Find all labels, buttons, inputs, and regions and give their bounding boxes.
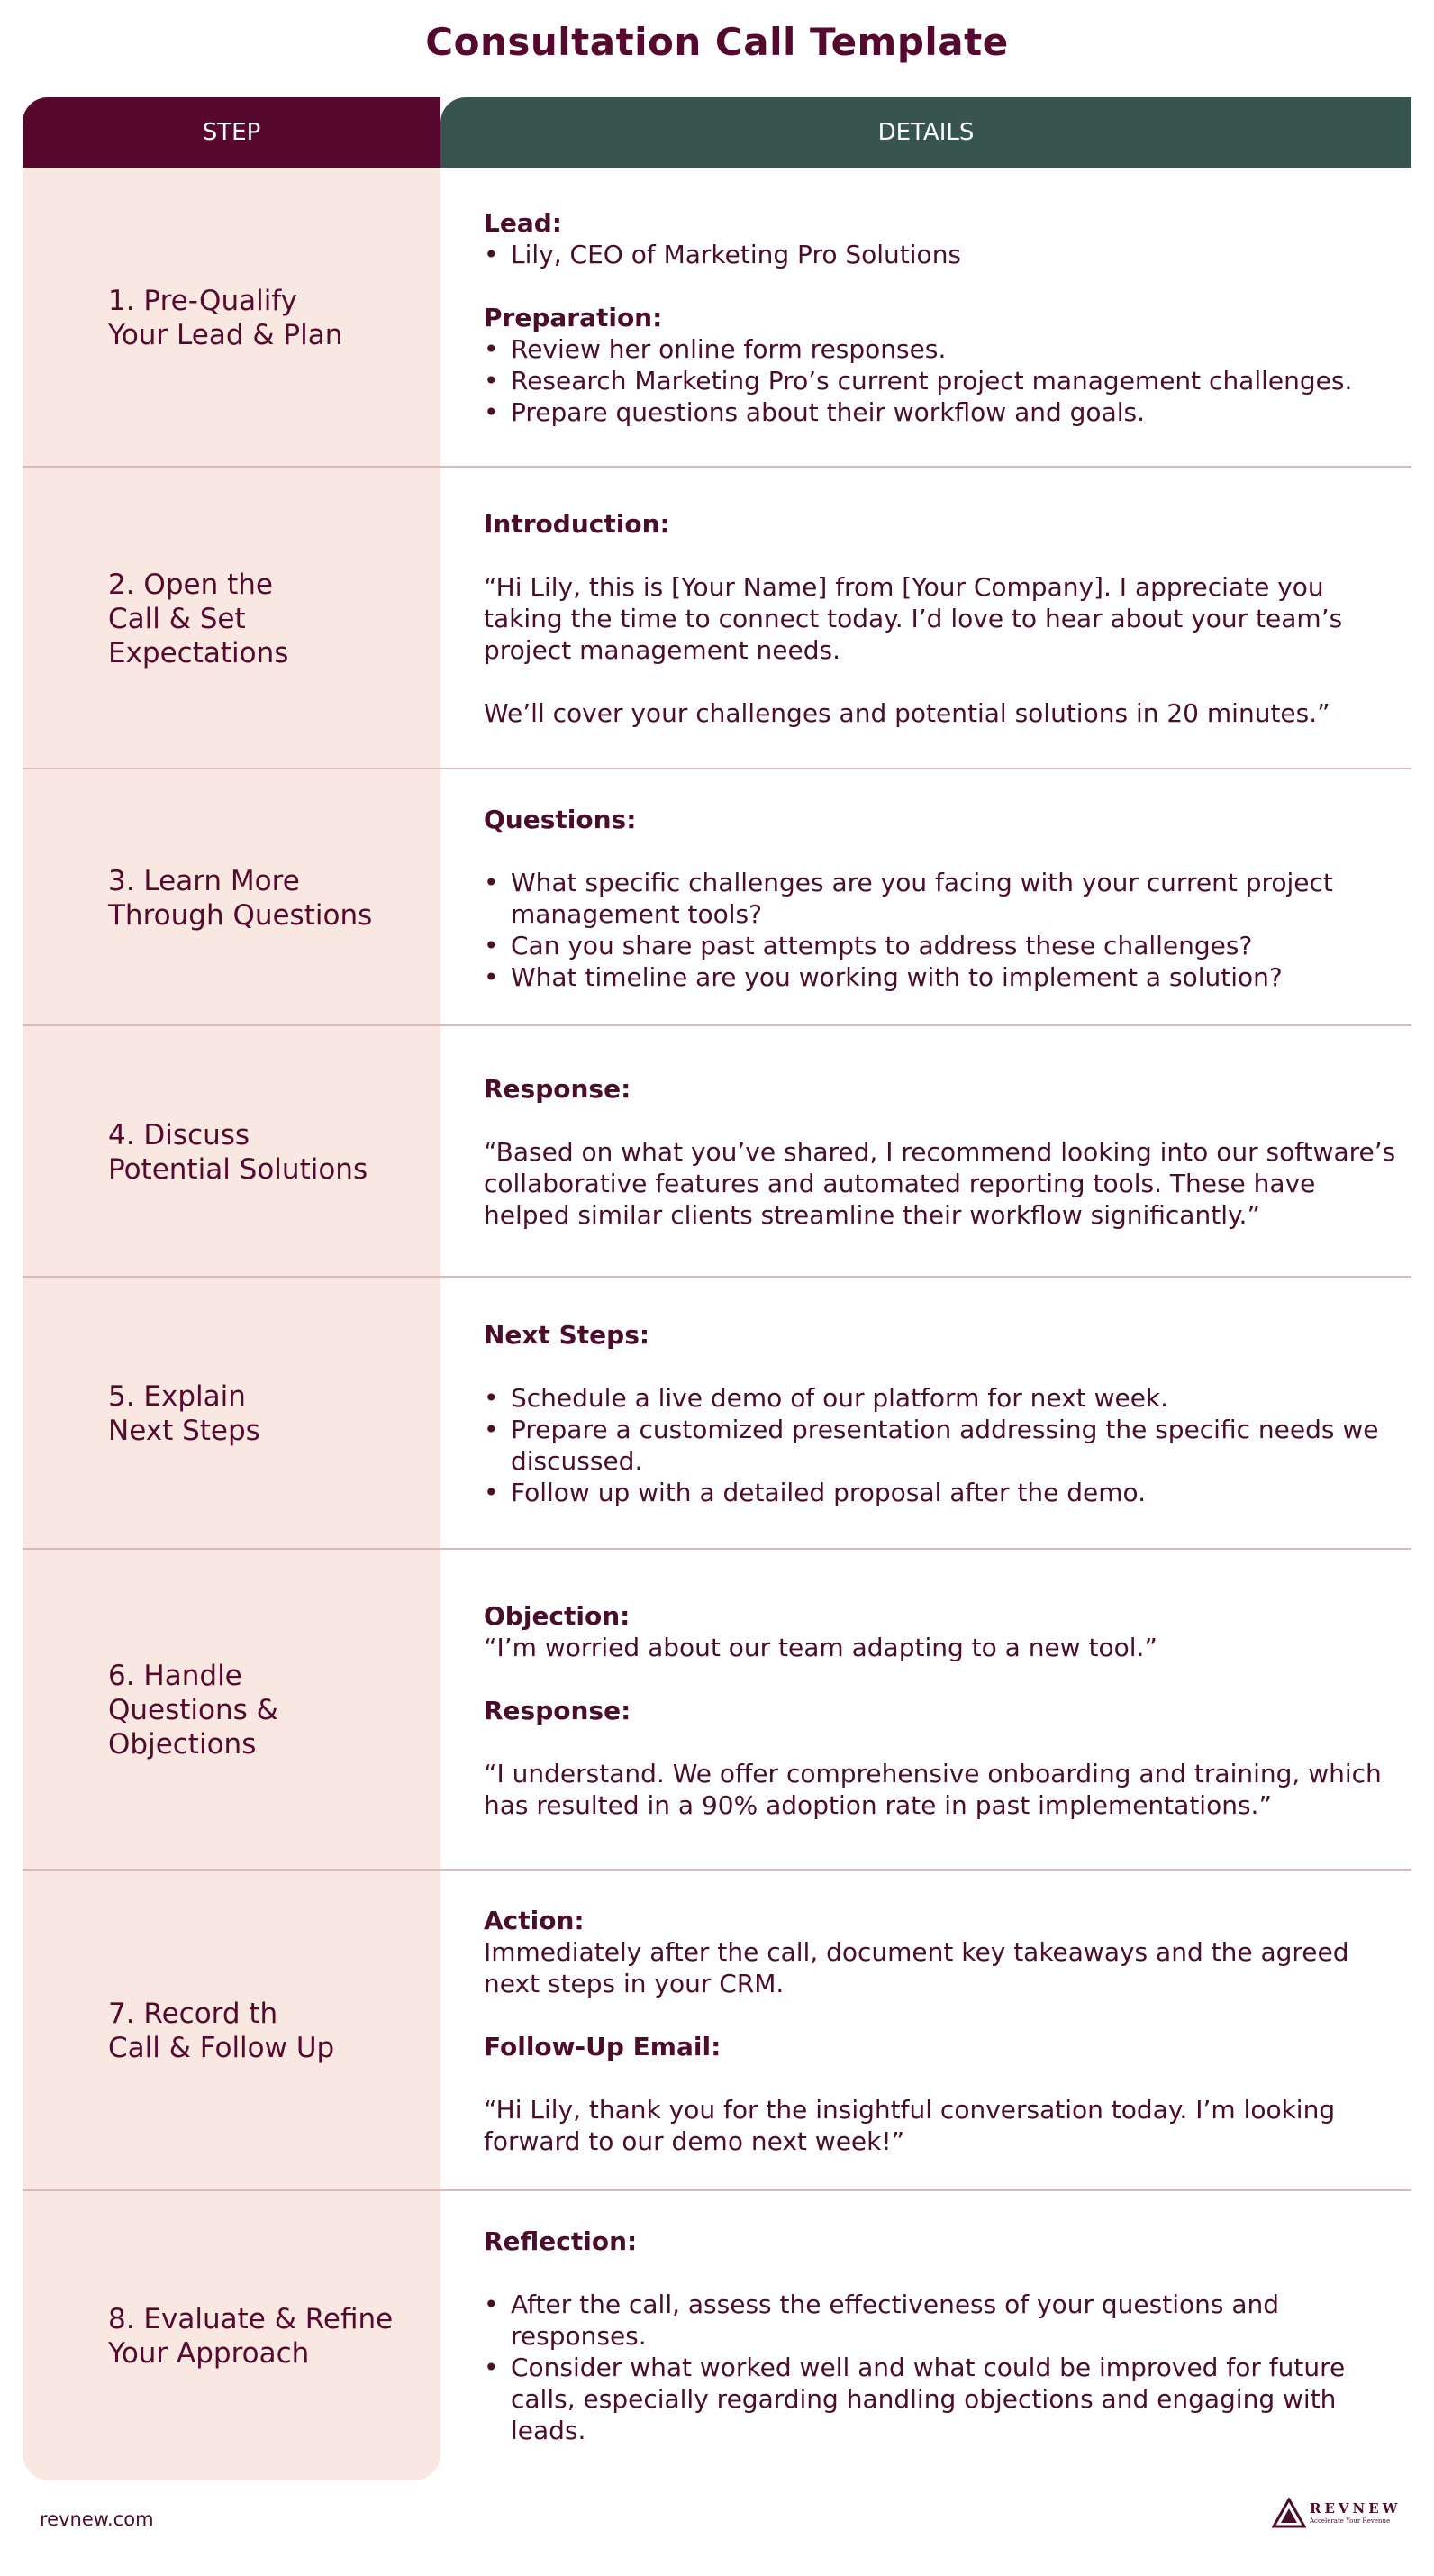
bullet-item: • Research Marketing Pro’s current project management challenges. [484, 365, 1402, 396]
section-heading: Lead: [484, 208, 562, 238]
bullet-item: • What specific challenges are you facing with your current project management tools? [484, 867, 1402, 930]
bullet-item: • After the call, assess the effectiveness of your questions and responses. [484, 2289, 1402, 2352]
section-heading: Questions: [484, 804, 637, 834]
paragraph: “Hi Lily, thank you for the insightful conversation today. I’m looking forward to our demo next week!” [484, 2095, 1336, 2156]
bullet-item: • Prepare questions about their workflow and goals. [484, 396, 1402, 428]
section-heading: Introduction: [484, 509, 670, 539]
table-row [23, 1871, 1411, 2191]
table-row [23, 468, 1411, 769]
section-heading: Response: [484, 1074, 631, 1104]
section-heading: Objection: [484, 1600, 631, 1631]
spacer [484, 1105, 1402, 1136]
bullet-item: • Schedule a live demo of our platform for next week. [484, 1382, 1402, 1414]
step-column-header [23, 97, 440, 168]
table-row [23, 1550, 1411, 1871]
step-details [484, 1073, 1402, 1231]
spacer [484, 270, 1402, 302]
step-label: 1. Pre-Qualify Your Lead & Plan [108, 284, 343, 351]
section-heading: Next Steps: [484, 1320, 650, 1350]
step-label: 5. Explain Next Steps [108, 1380, 260, 1447]
spacer [484, 1663, 1402, 1695]
bullet-item: • Lily, CEO of Marketing Pro Solutions [484, 239, 1402, 270]
step-label: 3. Learn More Through Questions [108, 864, 373, 932]
revnew-logo [1272, 2498, 1402, 2535]
spacer [484, 835, 1402, 867]
page-title: Consultation Call Template [425, 20, 1009, 64]
paragraph: We’ll cover your challenges and potential solutions in 20 minutes.” [484, 698, 1330, 728]
bullet-item: • Review her online form responses. [484, 333, 1402, 365]
table-row [23, 2191, 1411, 2480]
logo-mountain-icon [1272, 2498, 1306, 2528]
bullet-item: • What timeline are you working with to implement a solution? [484, 961, 1402, 993]
table-row [23, 1026, 1411, 1278]
paragraph: “Hi Lily, this is [Your Name] from [Your Company]. I appreciate you taking the time to connect today. I’d love to hear about your team’s project management needs. [484, 572, 1343, 665]
section-heading: Action: [484, 1906, 585, 1935]
logo-name: REVNEW [1310, 2500, 1402, 2517]
footer-website[interactable]: revnew.com [40, 2508, 154, 2530]
step-label: 8. Evaluate & Refine Your Approach [108, 2302, 394, 2370]
bullet-item: • Prepare a customized presentation addressing the specific needs we discussed. [484, 1414, 1402, 1477]
section-heading: Reflection: [484, 2226, 638, 2256]
step-label: 6. Handle Questions & Objections [108, 1660, 278, 1761]
section-heading: Response: [484, 1695, 631, 1725]
step-details [484, 804, 1402, 993]
details-column-header [440, 97, 1411, 168]
logo-tagline: Accelerate Your Revenue [1310, 2517, 1391, 2525]
paragraph: “I’m worried about our team adapting to a new tool.” [484, 1632, 1157, 1662]
section-heading: Preparation: [484, 303, 663, 332]
step-label: 4. Discuss Potential Solutions [108, 1118, 368, 1186]
spacer [484, 1351, 1402, 1382]
section-heading: Follow-Up Email: [484, 2032, 722, 2062]
table-row [23, 1278, 1411, 1550]
spacer [484, 2062, 1402, 2094]
bullet-item: • Consider what worked well and what could be improved for future calls, especially regarding handling objections and engaging with leads. [484, 2352, 1402, 2446]
spacer [484, 1999, 1402, 2031]
step-details [484, 1905, 1402, 2157]
paragraph: “I understand. We offer comprehensive onboarding and training, which has resulted in a 90% adoption rate in past implementations.” [484, 1758, 1382, 1820]
paragraph: “Based on what you’ve shared, I recommend looking into our software’s collaborative features and automated reporting tools. These have helped similar clients streamline their workflow significantly.” [484, 1137, 1396, 1230]
step-details [484, 2226, 1402, 2446]
details-header-label: DETAILS [877, 119, 975, 146]
step-label: 7. Record th Call & Follow Up [108, 1998, 335, 2064]
step-details [484, 508, 1402, 729]
bullet-item: • Can you share past attempts to address these challenges? [484, 930, 1402, 961]
step-label: 2. Open the Call & Set Expectations [108, 568, 289, 669]
step-details [484, 207, 1402, 428]
table-row [23, 769, 1411, 1026]
spacer [484, 1726, 1402, 1758]
paragraph: Immediately after the call, document key takeaways and the agreed next steps in your CRM. [484, 1937, 1349, 1998]
bullet-item: • Follow up with a detailed proposal after the demo. [484, 1477, 1402, 1508]
step-header-label: STEP [202, 119, 261, 146]
step-details [484, 1600, 1402, 1821]
spacer [484, 540, 1402, 571]
table-row [23, 168, 1411, 468]
spacer [484, 2257, 1402, 2289]
spacer [484, 666, 1402, 697]
step-details [484, 1319, 1402, 1508]
